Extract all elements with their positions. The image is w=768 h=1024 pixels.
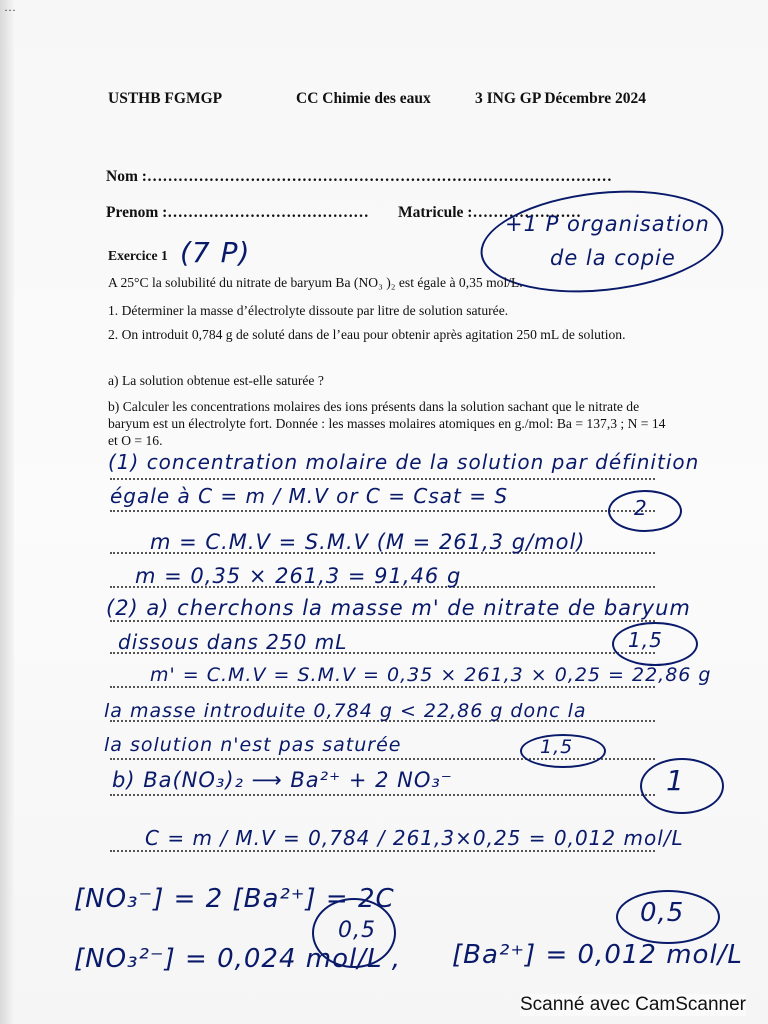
- organisation-note-line1: +1 P organisation: [505, 212, 710, 236]
- answer-line-7: m' = C.M.V = S.M.V = 0,35 × 261,3 × 0,25 = 22,86 g: [150, 664, 712, 686]
- header-institution: USTHB FGMGP: [108, 90, 223, 107]
- answer-line: [110, 478, 655, 480]
- answer-line-10: b) Ba(NO₃)₂ ⟶ Ba²⁺ + 2 NO₃⁻: [112, 768, 453, 792]
- name-field: Nom :………………………………………………………………………………: [106, 168, 612, 185]
- corner-dots: …: [4, 0, 16, 14]
- answer-line-6: dissous dans 250 mL: [118, 630, 348, 654]
- answer-line: [110, 850, 655, 852]
- question-2b: b) Calculer les concentrations molaires des ions présents dans la solution sachant que le nitrate de baryum est un électrolyte fort. Donnée : les masses molaires atomiques en g./mol: Ba = 137,3 ; N = 14 et O = 16.: [108, 399, 666, 448]
- answer-line-12: [NO₃⁻] = 2 [Ba²⁺] = 2C: [74, 884, 395, 914]
- page-edge-shadow: [0, 0, 14, 1024]
- score-final-2: 0,5: [640, 898, 685, 928]
- score-final-1: 0,5: [338, 918, 376, 943]
- answer-line-5: (2) a) cherchons la masse m' de nitrate de baryum: [106, 596, 691, 620]
- answer-line-1: (1) concentration molaire de la solution par définition: [108, 450, 700, 474]
- exercise-title: Exercice 1: [108, 248, 168, 263]
- exercise-points: (7 P): [180, 236, 251, 269]
- question-1: 1. Déterminer la masse d’électrolyte dissoute par litre de solution saturée.: [108, 303, 509, 318]
- answer-line-3: m = C.M.V = S.M.V (M = 261,3 g/mol): [150, 530, 586, 554]
- score-q2a-2: 1,5: [540, 736, 574, 758]
- score-q2a-1: 1,5: [628, 628, 663, 652]
- answer-line-13b: [Ba²⁺] = 0,012 mol/L: [452, 940, 743, 970]
- answer-line: [110, 794, 655, 796]
- answer-line-4: m = 0,35 × 261,3 = 91,46 g: [135, 564, 462, 588]
- header-course: CC Chimie des eaux: [296, 90, 431, 107]
- score-q2b: 1: [666, 764, 685, 797]
- answer-line-2: égale à C = m / M.V or C = Csat = S: [110, 484, 509, 508]
- exercise-intro: A 25°C la solubilité du nitrate de baryum Ba (NO₃ )₂ est égale à 0,35 mol/L.: [108, 275, 523, 290]
- scanner-watermark: Scanné avec CamScanner: [519, 994, 746, 1015]
- answer-line-11: C = m / M.V = 0,784 / 261,3×0,25 = 0,012 mol/L: [145, 826, 684, 850]
- score-q1: 2: [634, 496, 648, 520]
- answer-line: [110, 510, 655, 512]
- answer-line-8: la masse introduite 0,784 g < 22,86 g donc la: [104, 700, 587, 722]
- question-2: 2. On introduit 0,784 g de soluté dans de l’eau pour obtenir après agitation 250 mL de solution.: [108, 327, 626, 342]
- header-term: 3 ING GP Décembre 2024: [475, 90, 647, 107]
- matricule-field: Matricule :…………………: [398, 204, 581, 221]
- answer-line: [110, 686, 655, 688]
- organisation-note-line2: de la copie: [550, 246, 676, 270]
- answer-line-9: la solution n'est pas saturée: [104, 734, 402, 756]
- answer-line-13a: [NO₃²⁻] = 0,024 mol/L ,: [74, 944, 402, 974]
- first-name-field: Prenom :…………………………………: [106, 204, 369, 221]
- question-2a: a) La solution obtenue est-elle saturée ?: [108, 373, 324, 388]
- answer-line: [110, 620, 655, 622]
